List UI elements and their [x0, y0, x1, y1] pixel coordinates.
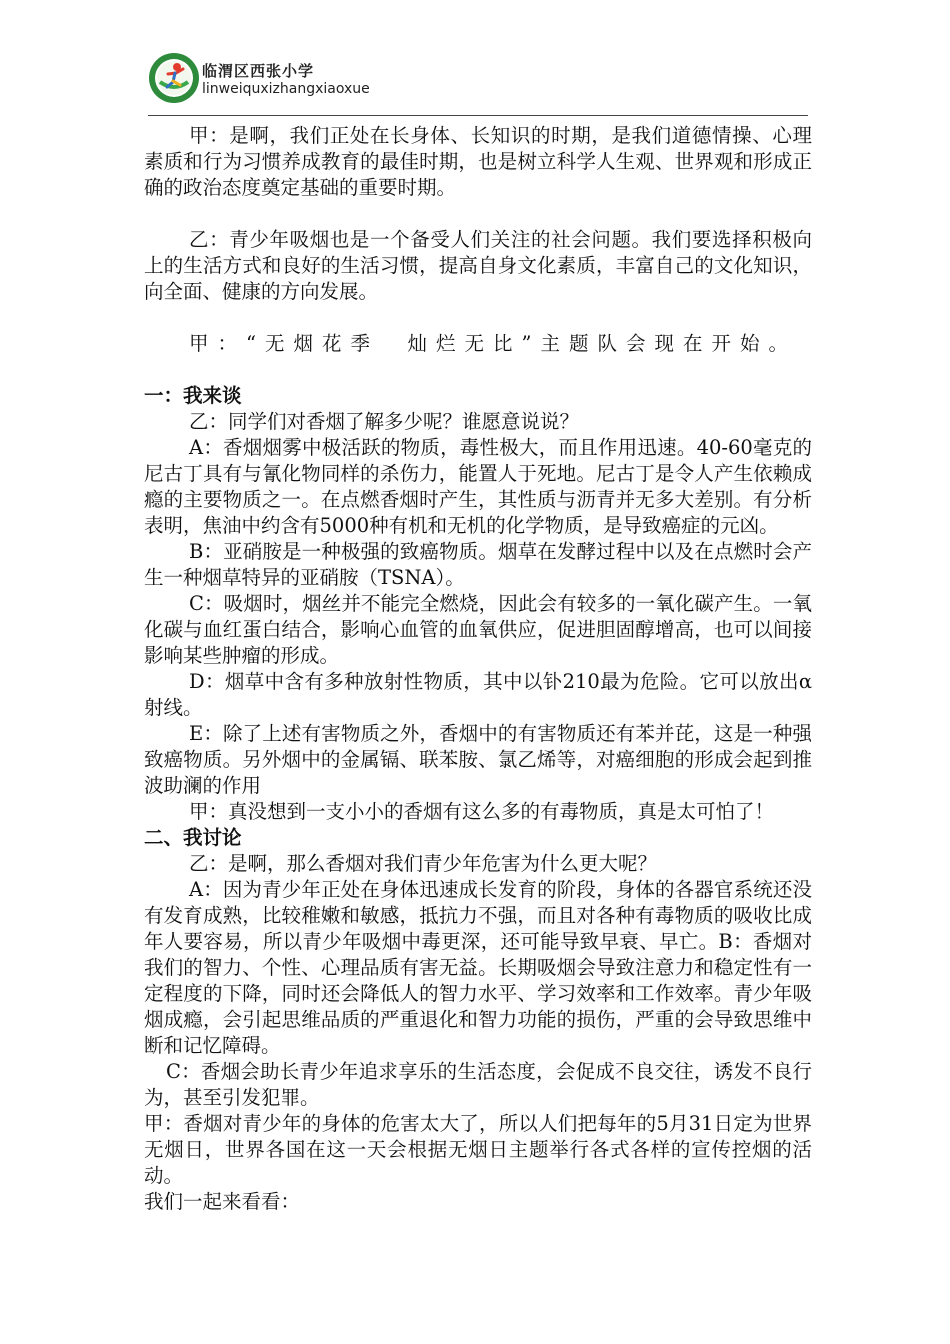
section-title: 一：我来谈: [144, 384, 242, 407]
page-header: [148, 52, 808, 118]
dialogue-paragraph: A：因为青少年正处在身体迅速成长发育的阶段，身体的各器官系统还没有发育成熟，比较稚嫩和敏感，抵抗力不强，而且对各种有毒物质的吸收比成年人要容易，所以青少年吸烟中毒更深，还可能导致早衰、早亡。B：香烟对我们的智力、个性、心理品质有害无益。长期吸烟会导致注意力和稳定性有一定程度的下降，同时还会降低人的智力水平、学习效率和工作效率。青少年吸烟成瘾，会引起思维品质的严重退化和智力功能的损伤，严重的会导致思维中断和记忆障碍。: [144, 878, 812, 1057]
dialogue-paragraph: D：烟草中含有多种放射性物质，其中以钋210最为危险。它可以放出α射线。: [144, 670, 812, 719]
dialogue-paragraph: C：吸烟时，烟丝并不能完全燃烧，因此会有较多的一氧化碳产生。一氧化碳与血红蛋白结合，影响心血管的血氧供应，促进胆固醇增高，也可以间接影响某些肿瘤的形成。: [144, 592, 812, 667]
intro-paragraph: 甲：是啊，我们正处在长身体、长知识的时期，是我们道德情操、心理素质和行为习惯养成教育的最佳时期，也是树立科学人生观、世界观和形成正确的政治态度奠定基础的重要时期。: [144, 124, 812, 199]
header-divider: [148, 115, 808, 116]
school-name: 临渭区西张小学: [202, 62, 315, 80]
dialogue-paragraph: 甲：真没想到一支小小的香烟有这么多的有毒物质，真是太可怕了！: [189, 800, 775, 823]
dialogue-paragraph: 乙：同学们对香烟了解多少呢？谁愿意说说？: [189, 410, 580, 433]
dialogue-paragraph: A：香烟烟雾中极活跃的物质，毒性极大，而且作用迅速。40-60毫克的尼古丁具有与氰化物同样的杀伤力，能置人于死地。尼古丁是令人产生依赖成瘾的主要物质之一。在点燃香烟时产生，其性质与沥青并无多大差别。有分析表明，焦油中约含有5000种有机和无机的化学物质，是导致癌症的元凶。: [144, 436, 812, 537]
document-body: [144, 123, 812, 1215]
dialogue-paragraph: 甲：香烟对青少年的身体的危害太大了，所以人们把每年的5月31日定为世界无烟日，世界各国在这一天会根据无烟日主题举行各式各样的宣传控烟的活动。: [144, 1112, 812, 1187]
dialogue-paragraph: 我们一起来看看：: [144, 1190, 301, 1213]
dialogue-paragraph: C：香烟会助长青少年追求享乐的生活态度，会促成不良交往，诱发不良行为，甚至引发犯罪。: [144, 1060, 812, 1109]
section-title: 二、我讨论: [144, 826, 242, 849]
intro-announcement: 甲：“无烟花季 灿烂无比”主题队会现在开始。: [189, 332, 797, 355]
dialogue-paragraph: E：除了上述有害物质之外，香烟中的有害物质还有苯并芘，这是一种强致癌物质。另外烟中的金属镉、联苯胺、氯乙烯等，对癌细胞的形成会起到推波助澜的作用: [144, 722, 812, 797]
school-logo-icon: [148, 52, 200, 104]
school-pinyin: linweiquxizhangxiaoxue: [202, 81, 370, 97]
dialogue-paragraph: B：亚硝胺是一种极强的致癌物质。烟草在发酵过程中以及在点燃时会产生一种烟草特异的亚硝胺（TSNA）。: [144, 540, 812, 589]
dialogue-paragraph: 乙：是啊，那么香烟对我们青少年危害为什么更大呢？: [189, 852, 658, 875]
intro-paragraph: 乙：青少年吸烟也是一个备受人们关注的社会问题。我们要选择积极向上的生活方式和良好的生活习惯，提高自身文化素质，丰富自己的文化知识，向全面、健康的方向发展。: [144, 228, 812, 303]
